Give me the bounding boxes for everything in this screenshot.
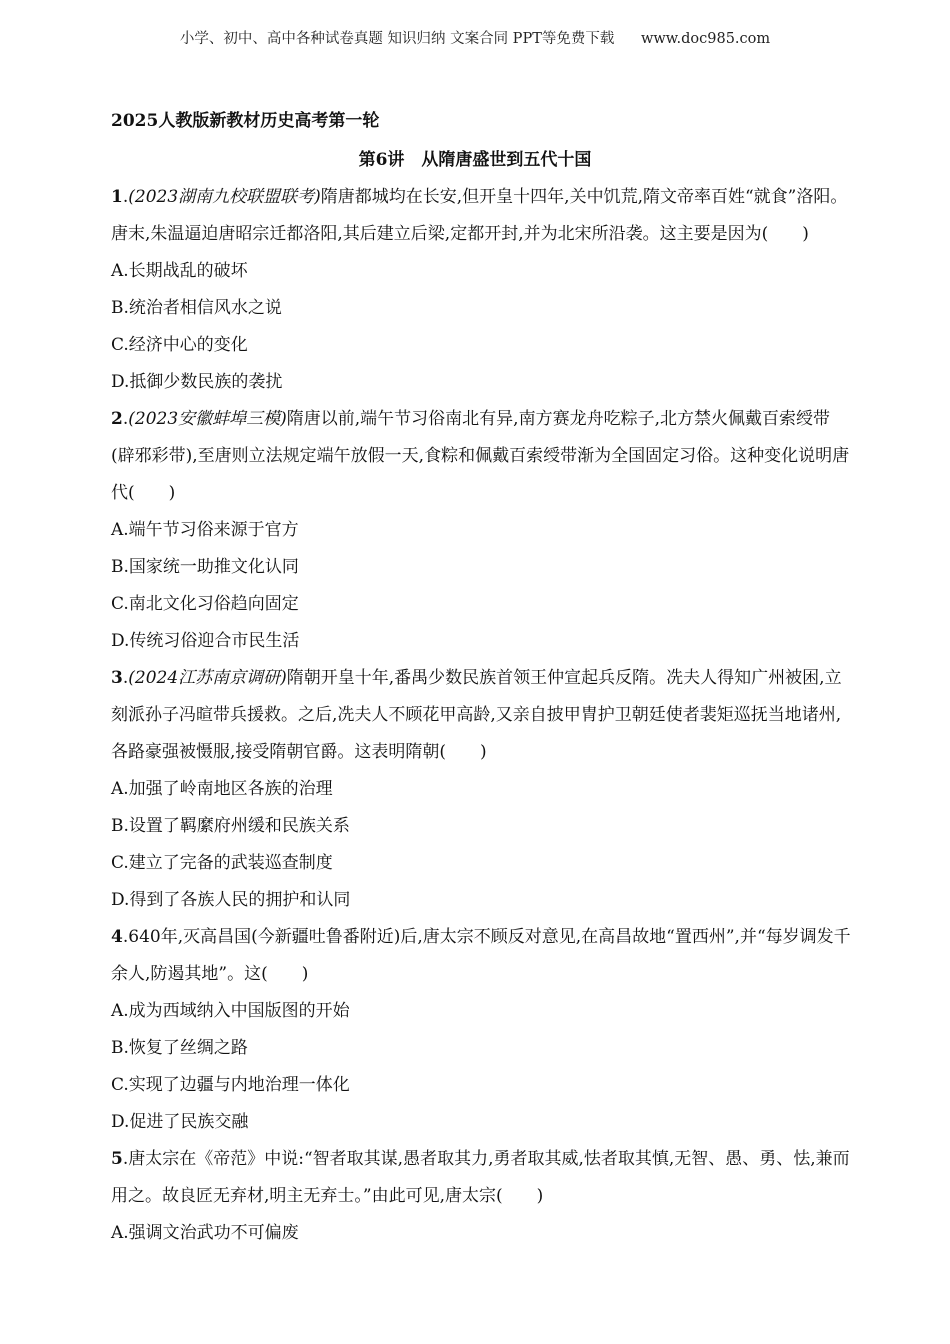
question-number: 4 — [111, 927, 123, 947]
question-number: 3 — [111, 668, 123, 688]
question-1 — [111, 179, 851, 401]
question-stem: 1.(2023湖南九校联盟联考)隋唐都城均在长安,但开皇十四年,关中饥荒,隋文帝率百姓“就食”洛阳。唐末,朱温逼迫唐昭宗迁都洛阳,其后建立后梁,定都开封,并为北宋所沿袭。这主要是因为( ) — [111, 187, 848, 244]
option-c: C.建立了完备的武装巡查制度 — [111, 853, 333, 873]
option-a: A.加强了岭南地区各族的治理 — [111, 779, 333, 799]
question-source: (2023湖南九校联盟联考) — [128, 187, 321, 207]
question-5 — [111, 1141, 851, 1252]
question-4 — [111, 919, 851, 1141]
question-stem: 4.640年,灭高昌国(今新疆吐鲁番附近)后,唐太宗不顾反对意见,在高昌故地“置西州”,并“每岁调发千余人,防遏其地”。这( ) — [111, 927, 851, 984]
question-source: (2023安徽蚌埠三模) — [128, 409, 287, 429]
question-2 — [111, 401, 851, 660]
option-c: C.实现了边疆与内地治理一体化 — [111, 1075, 350, 1095]
option-d: D.促进了民族交融 — [111, 1112, 249, 1132]
option-a: A.强调文治武功不可偏废 — [111, 1223, 299, 1243]
option-b: B.国家统一助推文化认同 — [111, 557, 299, 577]
option-a: A.端午节习俗来源于官方 — [111, 520, 299, 540]
question-source: (2024江苏南京调研) — [128, 668, 287, 688]
question-text: 640年,灭高昌国(今新疆吐鲁番附近)后,唐太宗不顾反对意见,在高昌故地“置西州”,并“每岁调发千余人,防遏其地”。这( ) — [111, 927, 851, 984]
option-b: B.设置了羁縻府州缓和民族关系 — [111, 816, 350, 836]
question-stem: 3.(2024江苏南京调研)隋朝开皇十年,番禺少数民族首领王仲宣起兵反隋。冼夫人得知广州被困,立刻派孙子冯暄带兵援救。之后,冼夫人不顾花甲高龄,又亲自披甲胄护卫朝廷使者裴矩巡抚当地诸州,各路豪强被慑服,接受隋朝官爵。这表明隋朝( ) — [111, 668, 842, 762]
question-text: 唐太宗在《帝范》中说:“智者取其谋,愚者取其力,勇者取其威,怯者取其慎,无智、愚、勇、怯,兼而用之。故良匠无弃材,明主无弃士。”由此可见,唐太宗( ) — [111, 1149, 850, 1206]
option-d: D.得到了各族人民的拥护和认同 — [111, 890, 351, 910]
page-header — [0, 27, 950, 48]
question-list — [111, 179, 851, 1252]
option-b: B.恢复了丝绸之路 — [111, 1038, 248, 1058]
option-d: D.传统习俗迎合市民生活 — [111, 631, 300, 651]
document-title: 2025人教版新教材历史高考第一轮 — [111, 111, 380, 131]
option-b: B.统治者相信风水之说 — [111, 298, 282, 318]
question-number: 1 — [111, 187, 123, 207]
question-3 — [111, 660, 851, 919]
question-number: 5 — [111, 1149, 123, 1169]
option-c: C.经济中心的变化 — [111, 335, 248, 355]
header-banner: 小学、初中、高中各种试卷真题 知识归纳 文案合同 PPT等免费下载 — [179, 31, 615, 47]
header-site-link[interactable]: www.doc985.com — [640, 31, 771, 47]
question-stem: 2.(2023安徽蚌埠三模)隋唐以前,端午节习俗南北有异,南方赛龙舟吃粽子,北方禁火佩戴百索绶带(辟邪彩带),至唐则立法规定端午放假一天,食粽和佩戴百索绶带渐为全国固定习俗。这种变化说明唐代( ) — [111, 409, 850, 503]
option-c: C.南北文化习俗趋向固定 — [111, 594, 299, 614]
lesson-title: 第6讲 从隋唐盛世到五代十国 — [358, 150, 592, 170]
question-text: 隋唐都城均在长安,但开皇十四年,关中饥荒,隋文帝率百姓“就食”洛阳。唐末,朱温逼迫唐昭宗迁都洛阳,其后建立后梁,定都开封,并为北宋所沿袭。这主要是因为( ) — [111, 187, 848, 244]
question-stem: 5.唐太宗在《帝范》中说:“智者取其谋,愚者取其力,勇者取其威,怯者取其慎,无智、愚、勇、怯,兼而用之。故良匠无弃材,明主无弃士。”由此可见,唐太宗( ) — [111, 1149, 850, 1206]
question-text: 隋唐以前,端午节习俗南北有异,南方赛龙舟吃粽子,北方禁火佩戴百索绶带(辟邪彩带),至唐则立法规定端午放假一天,食粽和佩戴百索绶带渐为全国固定习俗。这种变化说明唐代( ) — [111, 409, 850, 503]
option-d: D.抵御少数民族的袭扰 — [111, 372, 283, 392]
option-a: A.长期战乱的破坏 — [111, 261, 248, 281]
question-number: 2 — [111, 409, 123, 429]
option-a: A.成为西域纳入中国版图的开始 — [111, 1001, 350, 1021]
question-text: 隋朝开皇十年,番禺少数民族首领王仲宣起兵反隋。冼夫人得知广州被困,立刻派孙子冯暄带兵援救。之后,冼夫人不顾花甲高龄,又亲自披甲胄护卫朝廷使者裴矩巡抚当地诸州,各路豪强被慑服,接受隋朝官爵。这表明隋朝( ) — [111, 668, 842, 762]
